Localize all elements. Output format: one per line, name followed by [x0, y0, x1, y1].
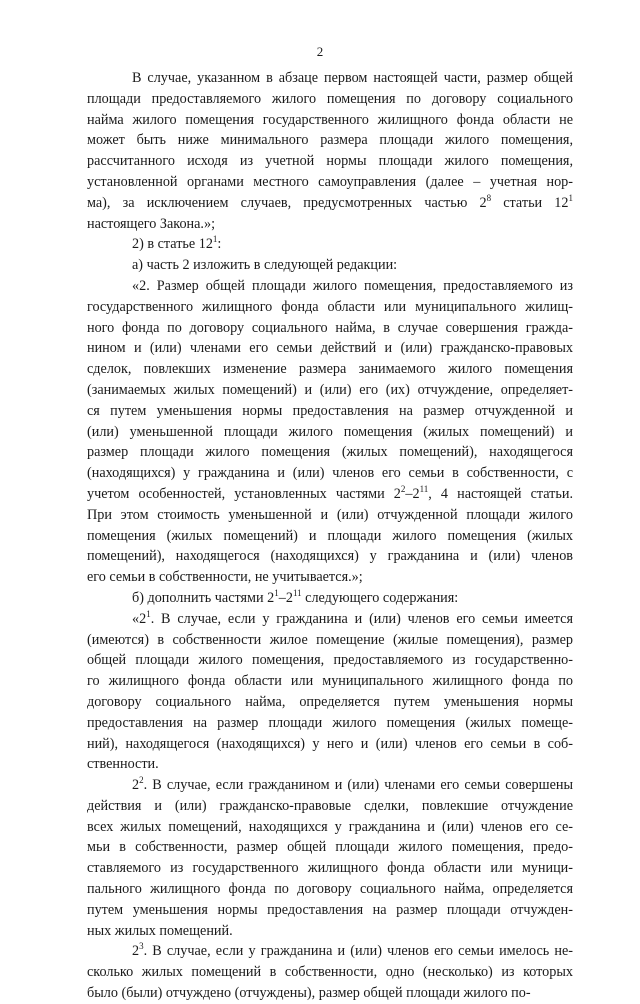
text-line: ма), за исключением случаев, предусмотренных частью $2^8$ статьи $12^1$ — [87, 192, 573, 211]
text-line: пального жилищного фонда по договору социального найма, определяется — [87, 881, 573, 898]
text-line: $2^3$. В случае, если у гражданина и (или) членов его семьи имелось не- — [132, 941, 573, 960]
paragraph — [87, 255, 573, 276]
text-line: (находящихся) у гражданина и (или) членов его семьи в собственности, с — [87, 465, 573, 482]
text-line: ставляемого из государственного жилищного фонда области или муници- — [87, 860, 573, 877]
text-line: размер площади жилого помещения (жилых помещений), находящегося — [87, 444, 573, 461]
paragraph — [87, 609, 573, 775]
page-number: 2 — [316, 44, 324, 59]
text-line: найма жилого помещения государственного жилищного фонда области не — [87, 111, 573, 128]
text-line: может быть ниже минимального размера площади жилого помещения, — [87, 132, 573, 149]
text-line: предоставления на размер площади жилого помещения (жилых помеще- — [87, 714, 573, 731]
document-body — [87, 68, 573, 1004]
text-line: ний), находящегося (находящихся) у него и (или) членов его семьи в соб- — [87, 735, 573, 752]
text-line: государственного жилищного фонда области или муниципального жилищ- — [87, 298, 573, 315]
text-line: помещений), находящегося (находящихся) у гражданина и (или) членов — [87, 548, 573, 565]
text-line: ных жилых помещений. — [87, 922, 233, 939]
text-line: было (были) отчуждено (отчуждены), размер общей площади жилого по- — [87, 985, 531, 1002]
text-line: 2) в статье $12^1$: — [132, 234, 222, 253]
text-line: путем уменьшения нормы предоставления на размер площади отчужден- — [87, 901, 573, 918]
text-line: сделок, повлекших изменение размера занимаемого жилого помещения — [87, 361, 573, 378]
text-line: (занимаемых жилых помещений) и (или) его (их) отчуждение, определяет- — [87, 381, 573, 398]
text-line: а) часть 2 изложить в следующей редакции: — [132, 257, 398, 274]
text-line: (или) уменьшенной площади жилого помещения (жилых помещений) и — [87, 423, 573, 440]
text-line: установленной органами местного самоуправления (далее – учетная нор- — [87, 173, 573, 190]
text-line: В случае, указанном в абзаце первом настоящей части, размер общей — [132, 70, 573, 86]
text-line: настоящего Закона.»; — [87, 215, 216, 232]
text-line: «2. Размер общей площади жилого помещения, предоставляемого из — [132, 277, 573, 294]
text-line: (имеются) в собственности жилое помещение (жилые помещения), размер — [87, 631, 573, 648]
paragraph — [87, 234, 573, 255]
text-line: нином и (или) членами его семьи действий и (или) гражданско-правовых — [87, 340, 573, 357]
text-line: ся путем уменьшения нормы предоставления на размер отчужденной и — [87, 402, 573, 419]
text-line: $2^2$. В случае, если гражданином и (или) членами его семьи совершены — [132, 775, 573, 794]
text-line: б) дополнить частями $2^1-2^{11}$ следующего содержания: — [132, 587, 459, 606]
paragraph — [87, 588, 573, 609]
text-line: «$2^1$. В случае, если у гражданина и (или) членов его семьи имеется — [132, 608, 573, 627]
paragraph — [87, 775, 573, 941]
text-line: го жилищного фонда области или муниципального жилищного фонда по — [87, 673, 573, 690]
paragraph — [87, 68, 573, 234]
text-line: рассчитанного исходя из учетной нормы площади жилого помещения, — [87, 153, 573, 170]
text-line: общей площади жилого помещения, предоставляемого из государственно- — [87, 652, 573, 669]
text-line: договору социального найма, определяется путем уменьшения нормы — [87, 693, 573, 710]
text-line: площади предоставляемого жилого помещения по договору социального — [87, 90, 573, 107]
text-line: ного фонда по договору социального найма, в случае совершения гражда- — [87, 319, 573, 336]
text-line: действия и (или) гражданско-правовые сделки, повлекшие отчуждение — [87, 797, 573, 814]
text-line: сколько жилых помещений в собственности, одно (несколько) из которых — [87, 964, 573, 981]
text-line: его семьи в собственности, не учитывается.»; — [87, 569, 363, 586]
paragraph — [87, 941, 573, 1003]
text-line: учетом особенностей, установленных частями $2^2-2^{11}$, 4 настоящей статьи. — [87, 483, 573, 502]
text-line: При этом стоимость уменьшенной и (или) отчужденной площади жилого — [87, 506, 573, 523]
text-line: ственности. — [87, 756, 159, 773]
text-line: мьи в собственности, размер общей площади жилого помещения, предо- — [87, 839, 573, 856]
text-line: помещения (жилых помещений) и площади жилого помещения (жилых — [87, 527, 573, 544]
text-line: всех жилых помещений, находящихся у гражданина и (или) членов его се- — [87, 818, 573, 835]
paragraph — [87, 276, 573, 588]
